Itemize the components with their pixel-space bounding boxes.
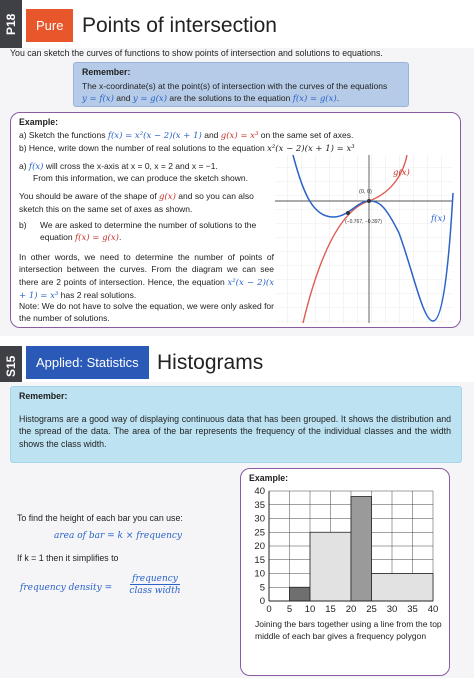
example-caption: Joining the bars together using a line from the top middle of each bar gives a frequency polygon	[255, 619, 442, 641]
y-tick-label: 30	[254, 513, 265, 525]
x-tick-label: 20	[345, 604, 357, 615]
x-tick-label: 30	[386, 604, 398, 615]
histogram-bar	[290, 587, 311, 601]
histogram-chart	[243, 485, 443, 617]
y-tick-label: 40	[254, 486, 265, 497]
intersection-point-2	[346, 211, 350, 215]
question-a: a) Sketch the functions f(x) = x²(x − 2)(x + 1) and g(x) = x³ on the same set of axes.	[19, 130, 354, 141]
y-tick-label: 20	[254, 541, 265, 552]
card-histograms	[0, 341, 474, 678]
category-pill: Applied: Statistics	[26, 346, 149, 379]
y-tick-label: 35	[254, 499, 265, 511]
y-tick-label: 10	[254, 568, 265, 580]
page-title: Histograms	[157, 351, 264, 374]
simplify-text: If k = 1 then it simplifies to	[17, 553, 119, 563]
histogram-bar	[310, 532, 351, 601]
x-tick-label: 0	[266, 604, 272, 615]
example-box	[10, 112, 461, 328]
point1-label: (0, 0)	[359, 189, 372, 195]
histogram-bars	[290, 497, 434, 602]
note-text: Note: We do not have to solve the equation, we were only asked for the number of solutions.	[19, 301, 274, 324]
x-tick-label: 35	[407, 604, 418, 615]
page-title: Points of intersection	[82, 14, 277, 37]
remember-heading: Remember:	[82, 67, 131, 77]
fd-numerator: frequency	[130, 574, 180, 585]
histogram-bar	[372, 574, 434, 602]
histogram-bar	[351, 497, 372, 602]
intersection-point-1	[367, 199, 371, 203]
question-b: b) Hence, write down the number of real solutions to the equation x²(x − 2)(x + 1) = x³	[19, 143, 355, 154]
category-pill: Pure	[26, 9, 73, 42]
remember-box	[10, 386, 462, 463]
x-tick-label: 5	[286, 604, 293, 615]
x-tick-label: 25	[366, 604, 377, 615]
y-tick-label: 5	[259, 582, 265, 594]
g-curve-label: g(x)	[393, 168, 410, 178]
x-tick-label: 40	[427, 604, 439, 615]
height-text: To find the height of each bar you can use:	[17, 513, 183, 523]
x-tick-label: 15	[325, 604, 336, 615]
section-tag: P18	[0, 0, 22, 48]
card-points-of-intersection	[0, 0, 474, 336]
y-tick-label: 15	[254, 554, 265, 566]
section-tag: S15	[0, 346, 22, 386]
remember-line1: The x-coordinate(s) at the point(s) of intersection with the curves of the equations	[82, 81, 388, 91]
function-graph	[273, 153, 455, 325]
graph-grid	[275, 155, 453, 323]
example-heading: Example:	[249, 473, 289, 483]
area-formula: area of bar = k × frequency	[54, 531, 183, 541]
remember-heading: Remember:	[19, 391, 68, 401]
f-curve-label: f(x)	[431, 214, 446, 224]
remember-body: Histograms are a good way of displaying continuous data that has been grouped. It shows the distribution and the spread of the data. The area of the bar represents the frequency of the individual classes and the width shows the class width.	[19, 414, 451, 449]
answer-b: We are asked to determine the number of solutions to the equation f(x) = g(x).	[40, 220, 257, 244]
y-tick-label: 0	[259, 596, 265, 607]
intro-text: You can sketch the curves of functions to show points of intersection and solutions to equations.	[10, 48, 383, 58]
answer-a-line2: From this information, we can produce the sketch shown.	[33, 173, 248, 183]
fd-denominator: class width	[129, 586, 181, 596]
answer-a-shape: You should be aware of the shape of g(x) and so you can also sketch this on the same set of axes as shown.	[19, 191, 254, 215]
x-tick-label: 10	[304, 604, 316, 615]
fd-formula-lhs: frequency density =	[20, 583, 113, 593]
answer-a: a) f(x) will cross the x-axis at x = 0, x = 2 and x = −1.	[19, 161, 218, 172]
y-tick-label: 25	[254, 527, 265, 539]
point2-label: (−0.767, −0.397)	[345, 219, 382, 225]
answer-b-explanation: In other words, we need to determine the number of points of intersection between the curves. From the diagram we can see there are 2 points of intersection. Hence, the equation x²(x − 2)(x + 1) = x³ has 2 real solutions.	[19, 252, 274, 302]
answer-b-label: b)	[19, 220, 27, 230]
remember-box	[73, 62, 409, 107]
example-box	[240, 468, 450, 676]
remember-line2: y = f(x) and y = g(x) are the solutions to the equation f(x) = g(x).	[82, 93, 340, 104]
example-heading: Example:	[19, 117, 59, 127]
